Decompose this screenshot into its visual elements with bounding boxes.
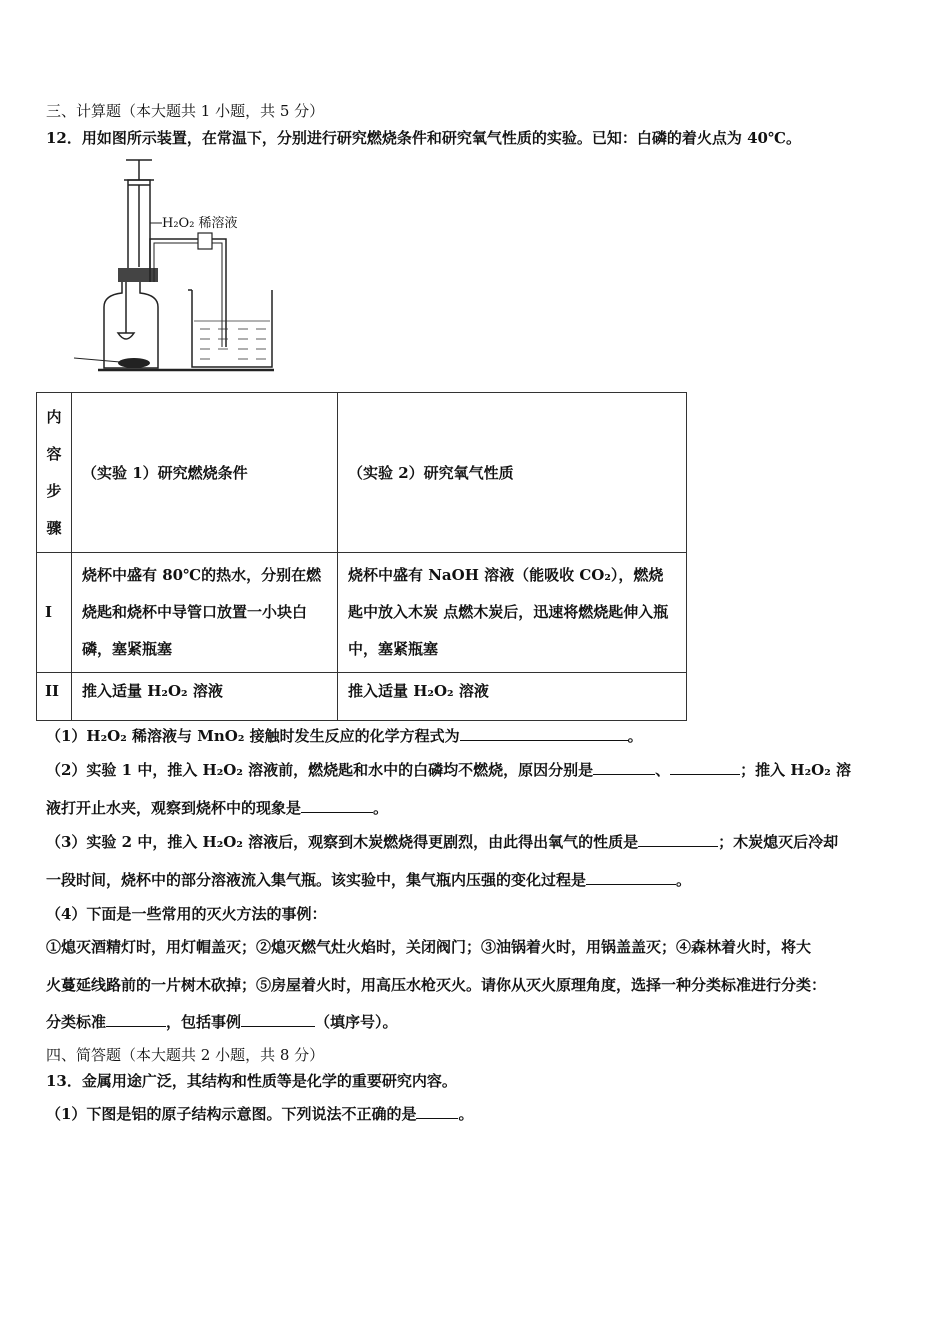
clamp	[198, 233, 212, 249]
mno2-pile	[118, 358, 150, 368]
stopper	[118, 268, 158, 282]
answer-blank-4[interactable]	[301, 798, 373, 813]
answer-blank-3[interactable]	[670, 760, 740, 775]
q12-sub4-line3: 分类标准 ，包括事例 （填序号）。	[46, 1013, 398, 1031]
h2o2-label: H₂O₂ 稀溶液	[162, 216, 238, 231]
q12-sub4-line1: ①熄灭酒精灯时，用灯帽盖灭；②熄灭燃气灶火焰时，关闭阀门；③油锅着火时，用锅盖盖灭；④森林着火时，将大	[46, 938, 812, 956]
row2-label: II	[37, 673, 72, 721]
q12-sub4-title: （4）下面是一些常用的灭火方法的事例：	[46, 905, 327, 923]
exp1-title: （实验 1）研究燃烧条件	[72, 393, 338, 553]
exp2-title: （实验 2）研究氧气性质	[338, 393, 687, 553]
q13-stem: 13．金属用途广泛，其结构和性质等是化学的重要研究内容。	[46, 1072, 457, 1090]
q12-sub2-line2: 液打开止水夹，观察到烧杯中的现象是 。	[46, 799, 389, 817]
q13-sub1: （1）下图是铝的原子结构示意图。下列说法不正确的是 。	[46, 1105, 474, 1123]
table-header-col: 内 容 步 骤	[37, 393, 72, 553]
row2-exp2: 推入适量 H₂O₂ 溶液	[338, 673, 687, 721]
delivery-tube	[150, 239, 226, 347]
answer-blank-8[interactable]	[241, 1012, 315, 1027]
answer-blank-9[interactable]	[416, 1104, 458, 1119]
experiment-table	[36, 392, 687, 721]
gas-bottle	[104, 282, 158, 368]
q12-sub3-line2: 一段时间，烧杯中的部分溶液流入集气瓶。该实验中，集气瓶内压强的变化过程是 。	[46, 871, 692, 889]
answer-blank-6[interactable]	[586, 870, 676, 885]
row1-exp1: 烧杯中盛有 80℃的热水，分别在燃烧匙和烧杯中导管口放置一小块白磷，塞紧瓶塞	[72, 553, 338, 673]
row1-label: I	[37, 553, 72, 673]
q12-sub3-line1: （3）实验 2 中，推入 H₂O₂ 溶液后，观察到木炭燃烧得更剧烈，由此得出氧气的性质是 ；木炭熄灭后冷却	[46, 833, 839, 851]
row2-exp1: 推入适量 H₂O₂ 溶液	[72, 673, 338, 721]
q12-sub1: （1）H₂O₂ 稀溶液与 MnO₂ 接触时发生反应的化学方程式为 。	[46, 727, 643, 745]
answer-blank-7[interactable]	[106, 1012, 166, 1027]
q12-stem: 12．用如图所示装置，在常温下，分别进行研究燃烧条件和研究氧气性质的实验。已知：白磷的着火点为 40℃。	[46, 129, 801, 147]
beaker-liquid	[194, 321, 270, 359]
section3-heading: 三、计算题（本大题共 1 小题，共 5 分）	[46, 102, 325, 120]
answer-blank-2[interactable]	[593, 760, 655, 775]
combustion-spoon	[118, 333, 134, 339]
row1-exp2: 烧杯中盛有 NaOH 溶液（能吸收 CO₂），燃烧匙中放入木炭 点燃木炭后，迅速将燃烧匙伸入瓶中，塞紧瓶塞	[338, 553, 687, 673]
apparatus-figure	[42, 155, 282, 375]
answer-blank-5[interactable]	[638, 832, 718, 847]
q12-sub2-line1: （2）实验 1 中，推入 H₂O₂ 溶液前，燃烧匙和水中的白磷均不燃烧，原因分别是 、 ；推入 H₂O₂ 溶	[46, 761, 851, 779]
section4-heading: 四、简答题（本大题共 2 小题，共 8 分）	[46, 1046, 325, 1064]
answer-blank-1[interactable]	[460, 726, 628, 741]
q12-sub4-line2: 火蔓延线路前的一片树木砍掉；⑤房屋着火时，用高压水枪灭火。请你从灭火原理角度，选择一种分类标准进行分类：	[46, 976, 827, 994]
beaker	[192, 290, 272, 367]
